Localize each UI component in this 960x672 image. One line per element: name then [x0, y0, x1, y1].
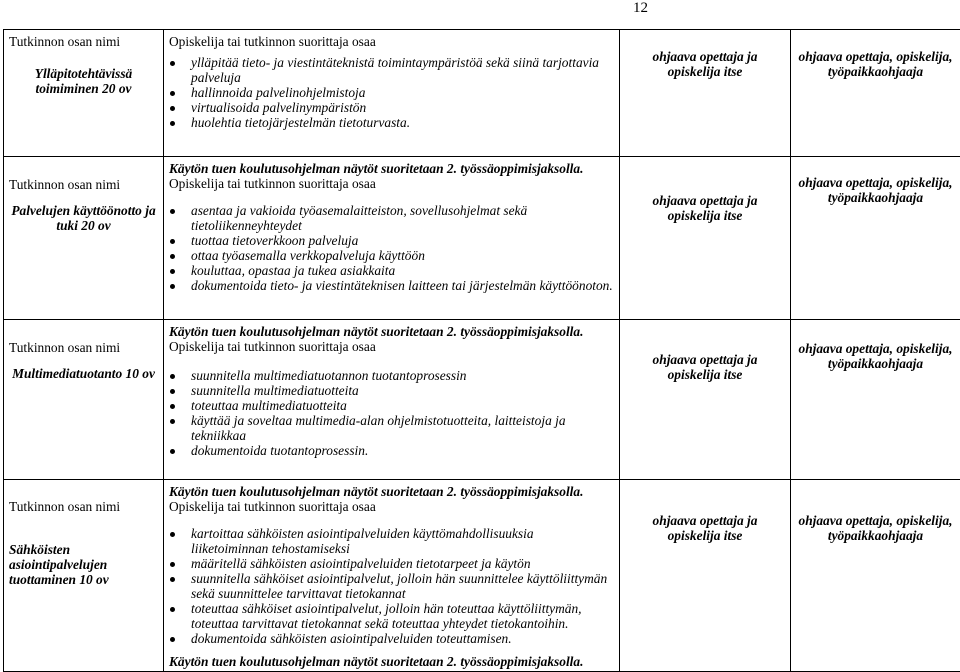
table-row — [4, 157, 960, 320]
table-row — [4, 30, 960, 157]
evaluator-self-cell — [620, 157, 791, 320]
evaluator-joint-cell — [791, 30, 960, 157]
skill-list — [169, 203, 614, 293]
module-cell — [164, 157, 620, 320]
evaluator-self: ohjaava opettaja ja opiskelija itse — [625, 513, 785, 543]
unit-label: Tutkinnon osan nimi — [9, 34, 158, 49]
skill-list — [169, 55, 614, 130]
list-item: suunnitella sähköiset asiointipalvelut, jolloin hän suunnittelee käyttöliittymän sekä suunnittelee tarvittavat tietokannat — [169, 571, 614, 601]
module-heading: Opiskelija tai tutkinnon suorittaja osaa — [169, 176, 614, 191]
module-heading: Opiskelija tai tutkinnon suorittaja osaa — [169, 339, 614, 354]
demonstration-note: Käytön tuen koulutusohjelman näytöt suoritetaan 2. työssäoppimisjaksolla. — [169, 654, 614, 669]
table-row — [4, 320, 960, 480]
list-item: toteuttaa sähköiset asiointipalvelut, jolloin hän toteuttaa käyttöliittymän, toteuttaa tarvittavat tietokannat sekä toteuttaa yhteydet tietokantoihin. — [169, 601, 614, 631]
unit-label: Tutkinnon osan nimi — [9, 499, 158, 514]
evaluator-self: ohjaava opettaja ja opiskelija itse — [625, 49, 785, 79]
skill-list — [169, 368, 614, 458]
list-item: kouluttaa, opastaa ja tukea asiakkaita — [169, 263, 614, 278]
list-item: määritellä sähköisten asiointipalveluiden tietotarpeet ja käytön — [169, 556, 614, 571]
unit-name: Multimediatuotanto 10 ov — [9, 366, 158, 381]
list-item: asentaa ja vakioida työasemalaitteiston, sovellusohjelmat sekä tietoliikenneyhteydet — [169, 203, 614, 233]
demonstration-note: Käytön tuen koulutusohjelman näytöt suoritetaan 2. työssäoppimisjaksolla. — [169, 324, 614, 339]
evaluator-joint-cell — [791, 320, 960, 480]
list-item: tuottaa tietoverkkoon palveluja — [169, 233, 614, 248]
unit-label: Tutkinnon osan nimi — [9, 177, 158, 192]
list-item: toteuttaa multimediatuotteita — [169, 398, 614, 413]
module-heading: Opiskelija tai tutkinnon suorittaja osaa — [169, 34, 614, 49]
list-item: ottaa työasemalla verkkopalveluja käyttöön — [169, 248, 614, 263]
unit-cell — [4, 30, 164, 157]
evaluator-self: ohjaava opettaja ja opiskelija itse — [625, 193, 785, 223]
evaluator-self-cell — [620, 30, 791, 157]
evaluator-joint-cell — [791, 157, 960, 320]
list-item: suunnitella multimediatuotannon tuotantoprosessin — [169, 368, 614, 383]
module-heading: Opiskelija tai tutkinnon suorittaja osaa — [169, 499, 614, 514]
list-item: huolehtia tietojärjestelmän tietoturvasta. — [169, 115, 614, 130]
evaluator-joint-cell — [791, 480, 960, 672]
unit-name: Palvelujen käyttöönotto ja tuki 20 ov — [9, 203, 158, 233]
list-item: dokumentoida sähköisten asiointipalveluiden toteuttamisen. — [169, 631, 614, 646]
list-item: ylläpitää tieto- ja viestintäteknistä toimintaympäristöä sekä siinä tarjottavia palveluja — [169, 55, 614, 85]
unit-cell — [4, 157, 164, 320]
list-item: kartoittaa sähköisten asiointipalveluiden käyttömahdollisuuksia liiketoiminnan tehostamiseksi — [169, 526, 614, 556]
page-number: 12 — [633, 0, 648, 17]
demonstration-note: Käytön tuen koulutusohjelman näytöt suoritetaan 2. työssäoppimisjaksolla. — [169, 484, 614, 499]
module-cell — [164, 320, 620, 480]
evaluator-joint: ohjaava opettaja, opiskelija, työpaikkaohjaaja — [796, 49, 955, 79]
unit-name: Ylläpitotehtävissä toimiminen 20 ov — [9, 66, 158, 96]
skill-list — [169, 526, 614, 646]
evaluator-joint: ohjaava opettaja, opiskelija, työpaikkaohjaaja — [796, 341, 955, 371]
curriculum-table — [3, 29, 960, 672]
module-cell — [164, 480, 620, 672]
unit-name: Sähköisten asiointipalvelujen tuottaminen 10 ov — [9, 542, 158, 587]
evaluator-self-cell — [620, 320, 791, 480]
list-item: virtualisoida palvelinympäristön — [169, 100, 614, 115]
list-item: dokumentoida tieto- ja viestintäteknisen laitteen tai järjestelmän käyttöönoton. — [169, 278, 614, 293]
list-item: suunnitella multimediatuotteita — [169, 383, 614, 398]
evaluator-joint: ohjaava opettaja, opiskelija, työpaikkaohjaaja — [796, 175, 955, 205]
list-item: käyttää ja soveltaa multimedia-alan ohjelmistotuotteita, laitteistoja ja tekniikkaa — [169, 413, 614, 443]
unit-cell — [4, 480, 164, 672]
demonstration-note: Käytön tuen koulutusohjelman näytöt suoritetaan 2. työssäoppimisjaksolla. — [169, 161, 614, 176]
evaluator-joint: ohjaava opettaja, opiskelija, työpaikkaohjaaja — [796, 513, 955, 543]
table-row — [4, 480, 960, 672]
unit-label: Tutkinnon osan nimi — [9, 340, 158, 355]
list-item: dokumentoida tuotantoprosessin. — [169, 443, 614, 458]
list-item: hallinnoida palvelinohjelmistoja — [169, 85, 614, 100]
evaluator-self-cell — [620, 480, 791, 672]
evaluator-self: ohjaava opettaja ja opiskelija itse — [625, 352, 785, 382]
unit-cell — [4, 320, 164, 480]
module-cell — [164, 30, 620, 157]
